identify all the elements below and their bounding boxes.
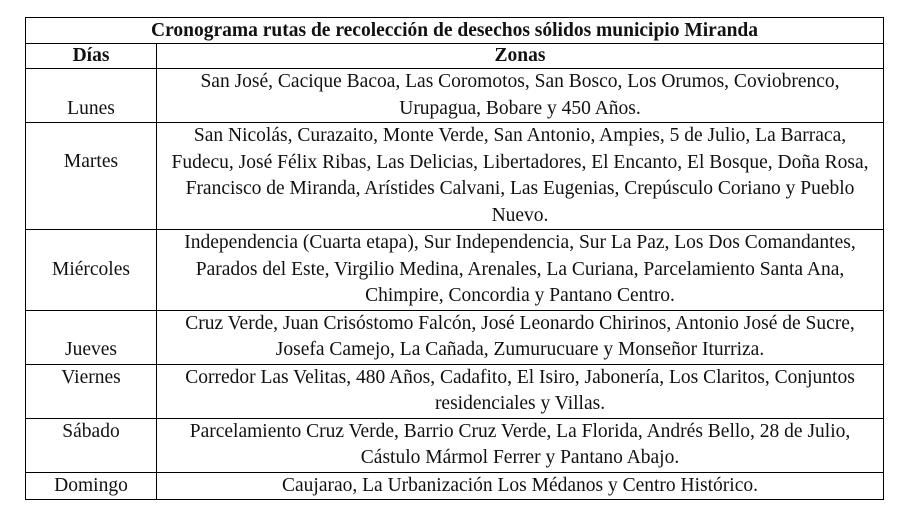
zones-cell: Corredor Las Velitas, 480 Años, Cadafito, El Isiro, Jabonería, Los Claritos, Conjuntos residenciales y Villas. — [157, 364, 884, 418]
table-title: Cronograma rutas de recolección de desechos sólidos municipio Miranda — [26, 18, 884, 44]
table-row — [26, 230, 884, 311]
zones-cell: Independencia (Cuarta etapa), Sur Independencia, Sur La Paz, Los Dos Comandantes, Parados del Este, Virgilio Medina, Arenales, La Curiana, Parcelamiento Santa Ana, Chimpire, Concordia y Pantano Centro. — [157, 230, 884, 311]
day-cell: Martes — [26, 123, 157, 230]
title-row — [26, 18, 884, 44]
zones-cell: San Nicolás, Curazaito, Monte Verde, San Antonio, Ampies, 5 de Julio, La Barraca, Fudecu, José Félix Ribas, Las Delicias, Libertadores, El Encanto, El Bosque, Doña Rosa, Francisco de Miranda, Arístides Calvani, Las Eugenias, Crepúsculo Coriano y Pueblo Nuevo. — [157, 123, 884, 230]
day-cell: Jueves — [26, 310, 157, 364]
header-row — [26, 44, 884, 69]
day-cell: Lunes — [26, 69, 157, 123]
header-dias: Días — [26, 44, 157, 69]
schedule-table — [25, 17, 884, 500]
day-cell: Domingo — [26, 472, 157, 500]
zones-cell: San José, Cacique Bacoa, Las Coromotos, San Bosco, Los Orumos, Coviobrenco, Urupagua, Bobare y 450 Años. — [157, 69, 884, 123]
schedule-table-container — [25, 17, 883, 500]
table-row — [26, 310, 884, 364]
day-cell: Viernes — [26, 364, 157, 418]
table-row — [26, 472, 884, 500]
table-row — [26, 418, 884, 472]
day-cell: Sábado — [26, 418, 157, 472]
header-zonas: Zonas — [157, 44, 884, 69]
zones-cell: Parcelamiento Cruz Verde, Barrio Cruz Verde, La Florida, Andrés Bello, 28 de Julio, Cástulo Mármol Ferrer y Pantano Abajo. — [157, 418, 884, 472]
table-row — [26, 123, 884, 230]
day-cell: Miércoles — [26, 230, 157, 311]
zones-cell: Cruz Verde, Juan Crisóstomo Falcón, José Leonardo Chirinos, Antonio José de Sucre, Josefa Camejo, La Cañada, Zumurucuare y Monseñor Iturriza. — [157, 310, 884, 364]
table-row — [26, 69, 884, 123]
zones-cell: Caujarao, La Urbanización Los Médanos y Centro Histórico. — [157, 472, 884, 500]
table-row — [26, 364, 884, 418]
